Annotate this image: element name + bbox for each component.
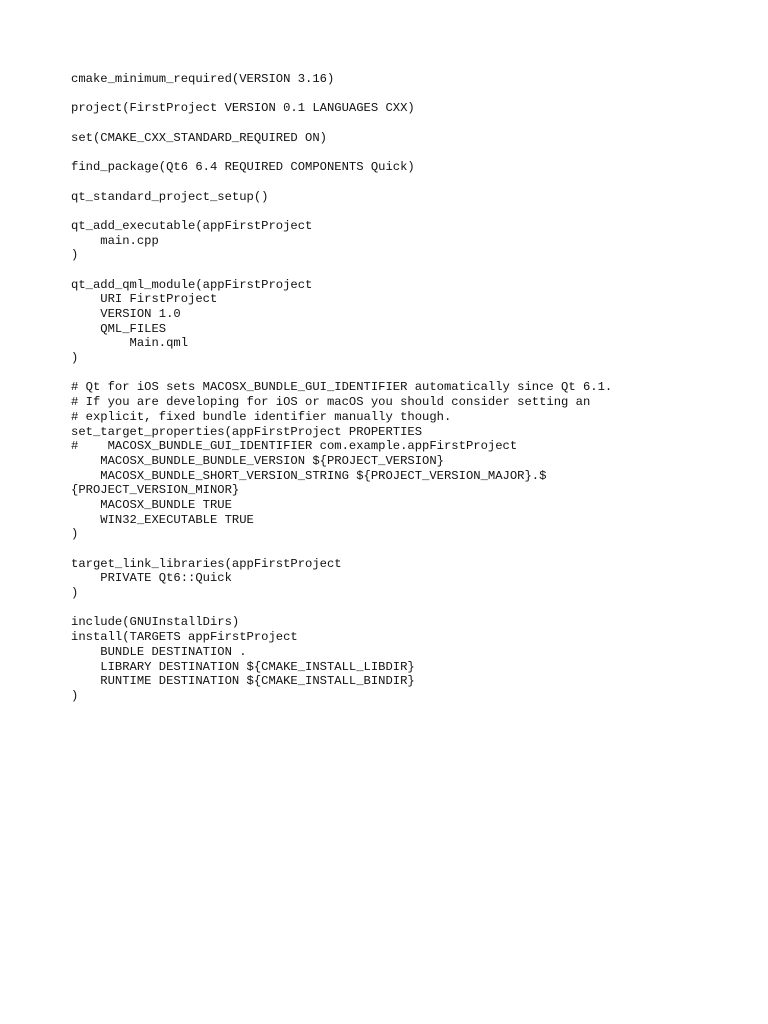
code-line: ): [71, 688, 79, 703]
code-line: [71, 87, 751, 102]
code-line: MACOSX_BUNDLE TRUE: [71, 497, 232, 512]
code-line: main.cpp: [71, 233, 159, 248]
code-line: ): [71, 351, 79, 366]
code-line: RUNTIME DESTINATION ${CMAKE_INSTALL_BINDIR}: [71, 674, 415, 689]
code-line: qt_add_executable(appFirstProject: [71, 218, 313, 233]
code-line: WIN32_EXECUTABLE TRUE: [71, 512, 254, 527]
code-line: Main.qml: [71, 336, 189, 351]
code-line: cmake_minimum_required(VERSION 3.16): [71, 72, 335, 86]
code-line: ): [71, 527, 79, 542]
code-line: target_link_libraries(appFirstProject: [71, 556, 342, 571]
code-line: install(TARGETS appFirstProject: [71, 630, 298, 645]
code-line: # Qt for iOS sets MACOSX_BUNDLE_GUI_IDENTIFIER automatically since Qt 6.1.: [71, 380, 613, 395]
code-line: # explicit, fixed bundle identifier manually though.: [71, 409, 452, 424]
code-line: LIBRARY DESTINATION ${CMAKE_INSTALL_LIBDIR}: [71, 659, 415, 674]
code-line: URI FirstProject: [71, 292, 218, 307]
code-line: include(GNUInstallDirs): [71, 615, 240, 630]
code-line: find_package(Qt6 6.4 REQUIRED COMPONENTS Quick): [71, 160, 415, 175]
cmake-code-block: [71, 72, 751, 704]
code-line: BUNDLE DESTINATION .: [71, 644, 247, 659]
code-line: [71, 204, 751, 219]
code-line: MACOSX_BUNDLE_BUNDLE_VERSION ${PROJECT_VERSION}: [71, 453, 444, 468]
code-line: ): [71, 586, 79, 601]
code-line: [71, 263, 751, 278]
code-line: set(CMAKE_CXX_STANDARD_REQUIRED ON): [71, 130, 327, 145]
code-line: qt_standard_project_setup(): [71, 189, 269, 204]
code-line: [71, 542, 751, 557]
code-line: [71, 366, 751, 381]
code-line: project(FirstProject VERSION 0.1 LANGUAGES CXX): [71, 101, 415, 116]
code-line: MACOSX_BUNDLE_SHORT_VERSION_STRING ${PROJECT_VERSION_MAJOR}.$: [71, 468, 547, 483]
code-line: ): [71, 248, 79, 263]
code-line: # If you are developing for iOS or macOS you should consider setting an: [71, 395, 591, 410]
code-line: qt_add_qml_module(appFirstProject: [71, 277, 313, 292]
code-line: QML_FILES: [71, 321, 167, 336]
code-line: PRIVATE Qt6::Quick: [71, 571, 232, 586]
code-line: [71, 116, 751, 131]
code-line: set_target_properties(appFirstProject PROPERTIES: [71, 424, 423, 439]
code-line: [71, 145, 751, 160]
code-line: [71, 175, 751, 190]
code-line: {PROJECT_VERSION_MINOR}: [71, 483, 240, 498]
code-line: [71, 601, 751, 616]
code-line: # MACOSX_BUNDLE_GUI_IDENTIFIER com.example.appFirstProject: [71, 439, 518, 454]
code-line: VERSION 1.0: [71, 307, 181, 321]
